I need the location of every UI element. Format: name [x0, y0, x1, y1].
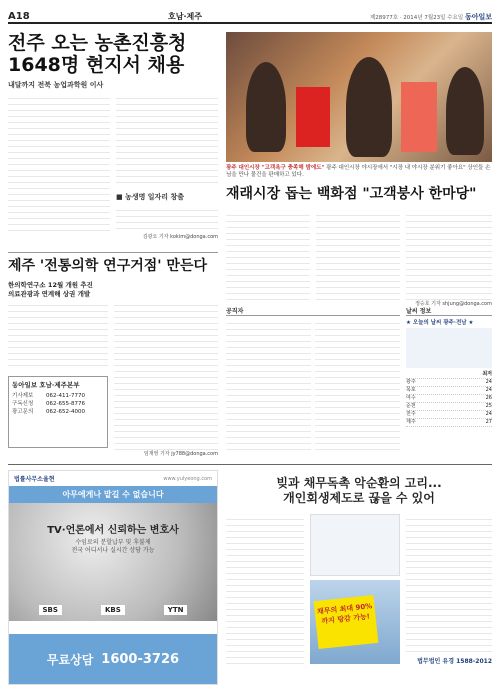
ad-right-headline: 빚과 채무독촉 악순환의 고리... 개인회생제도로 끊을 수 있어 — [276, 476, 442, 505]
market-photo — [226, 32, 492, 162]
ad-hand-image — [9, 503, 217, 621]
ad-right-photo — [310, 580, 400, 664]
story1-body-col1 — [8, 93, 110, 233]
story2-body-col2 — [316, 210, 400, 300]
ad-firm-name: 법률사무소율현 — [14, 476, 55, 483]
story1-body-col3 — [116, 205, 218, 233]
divider — [8, 252, 218, 253]
ad-consult-label: 무료상담 — [46, 652, 94, 667]
ad-right-body-col2 — [406, 514, 492, 652]
story-department-store — [226, 186, 492, 203]
donga-info-box: 동아일보 호남·제주본부 기사제보 062-411-7770 구독신청 062-655-8776 광고문의 062-652-4000 — [8, 376, 108, 448]
weather-headline: ★ 오늘의 날씨 광주·전남 ★ — [406, 320, 474, 326]
briefing-col1 — [226, 318, 311, 450]
ad-title: TV·언론에서 신뢰하는 변호사 — [47, 525, 179, 536]
story2-headline: 재래시장 돕는 백화점 "고객붕사 한마당" — [226, 186, 477, 202]
donga-box-title: 동아일보 호남·제주본부 — [12, 381, 80, 389]
story3-subheads: 한의학연구소 12월 개원 추진 의료관광과 연계해 상권 개발 — [8, 281, 93, 298]
story2-byline: 정승호 기자 shjung@donga.com — [415, 301, 492, 307]
story-farm-agency — [8, 32, 218, 242]
ad-divider — [8, 464, 492, 465]
story3-headline: 제주 '전통의학 연구거점' 만든다 — [8, 258, 208, 274]
story3-byline: 임재영 기자 jy788@donga.com — [143, 451, 218, 457]
ad-url: www.yulyeong.com — [163, 475, 212, 482]
masthead — [8, 6, 492, 24]
photo-person — [446, 67, 484, 155]
story3-body-col2 — [114, 300, 218, 450]
story1-headline: 전주 오는 농촌진흥청 1648명 현지서 채용 — [8, 32, 187, 76]
ad-phone: 1600-3726 — [101, 651, 180, 667]
ad-right-info-box — [310, 514, 400, 576]
story1-byline: 김광오 기자 kokim@donga.com — [142, 234, 218, 240]
date-line: 제28977호 · 2014년 7월23일 수요일 동아일보 — [369, 13, 492, 21]
story-jeju-medicine — [8, 258, 218, 299]
ad-subs: 수임료의 분할납부 및 후불제 전국 어디서나 실시간 상담 가능 — [71, 539, 155, 554]
ad-right-body-col1 — [226, 514, 304, 664]
briefing-col2 — [315, 318, 400, 450]
photo-caption: 광주 대인시장 "고객욕구 충족해 밤에도" 광주 대인시장 야시장에서 "시장 내 야시장 분위기 좋아요" 상인들 손님을 만나 물건을 판매하고 있다. — [226, 165, 491, 178]
brand-logo: 동아일보 — [464, 13, 492, 21]
ad-channel-logos: SBS KBS YTN — [19, 605, 207, 615]
law-firm-ad — [8, 470, 218, 685]
section-title: 호남·제주 — [168, 12, 202, 21]
ad-right-visual — [310, 514, 400, 664]
photo-red-shirt — [401, 82, 437, 152]
weather-box: 날씨 정보 ★ 오늘의 날씨 광주·전남 ★ 최저 광주 24 목포 24 여수 26 순천 25 전주 24 제주 27 — [406, 308, 492, 425]
story2-body-col3 — [406, 210, 492, 300]
ad-slogan-top: 아무에게나 맡길 수 없습니다 — [9, 486, 217, 503]
page-number: A18 — [8, 11, 30, 22]
photo-red-shirt — [296, 87, 330, 147]
story1-subhead: 내달까지 전북 농업과학원 이사 — [8, 81, 104, 89]
weather-title: 날씨 정보 — [406, 306, 492, 316]
story2-body-col1 — [226, 210, 310, 300]
photo-person — [346, 57, 392, 157]
briefing-title: 공직자 — [226, 306, 400, 316]
debt-relief-ad — [226, 470, 492, 685]
story1-subhead2: ■ 농생명 일자리 창출 — [116, 193, 185, 201]
story3-body-col1 — [8, 300, 108, 370]
ad-consult-bar — [9, 634, 217, 684]
photo-person — [246, 62, 286, 152]
ad-right-firm: 법무법인 유경 1588-2012 — [417, 658, 492, 665]
story1-body-col2 — [116, 93, 218, 188]
ad-right-sticker: 채무의 최대 90%까지 탕감 가능! — [314, 595, 379, 649]
briefing-section — [226, 306, 400, 452]
weather-map — [406, 328, 492, 368]
